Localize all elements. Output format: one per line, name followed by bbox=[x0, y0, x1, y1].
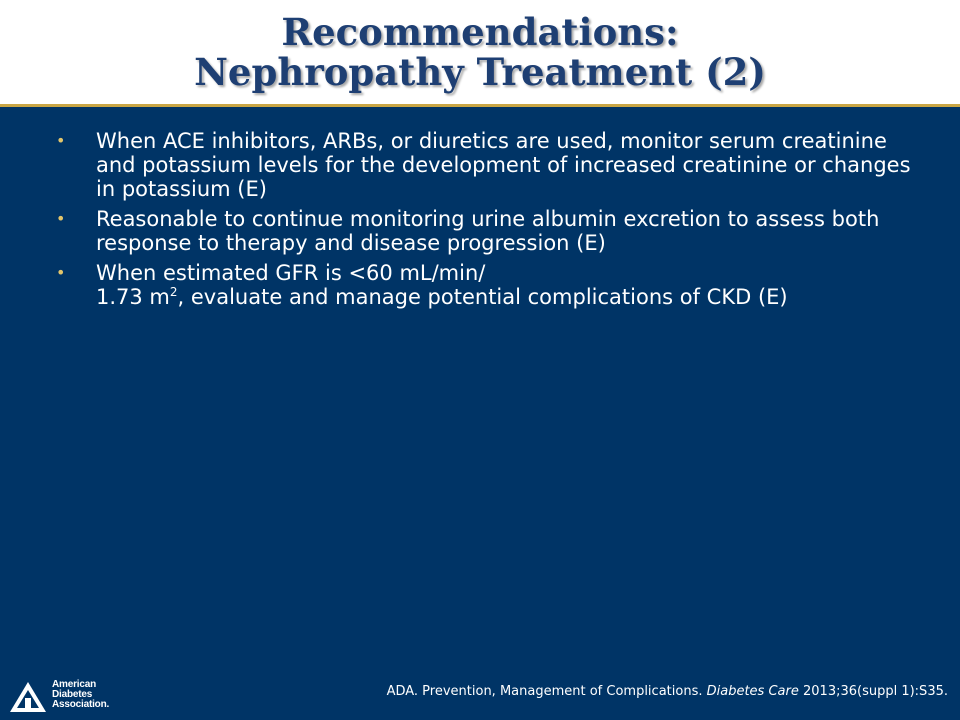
citation-journal: Diabetes Care bbox=[706, 684, 799, 699]
bullet-list bbox=[56, 129, 916, 315]
logo-line-3: Association. bbox=[52, 699, 110, 710]
bullet-text: When ACE inhibitors, ARBs, or diuretics are used, monitor serum creatinine and potassium levels for the development of increased creatinine or changes in potassium (E) bbox=[96, 129, 911, 201]
content-panel bbox=[0, 107, 960, 720]
citation-prefix: ADA. Prevention, Management of Complications. bbox=[386, 684, 703, 699]
ada-logo bbox=[8, 680, 128, 714]
logo-line-2: Diabetes bbox=[52, 689, 93, 700]
citation-suffix: 2013;36(suppl 1):S35. bbox=[803, 684, 948, 699]
title-area bbox=[0, 0, 960, 104]
citation bbox=[387, 684, 948, 700]
logo-line-1: American bbox=[52, 679, 96, 690]
bullet-item-gfr bbox=[56, 261, 916, 309]
bullet-item-ace-inhibitors bbox=[56, 129, 916, 201]
slide-title bbox=[0, 12, 960, 92]
bullet-text bbox=[96, 261, 788, 309]
gfr-text-part1: When estimated GFR is <60 mL/min/ bbox=[96, 261, 486, 285]
title-line-2: Nephropathy Treatment (2) bbox=[194, 50, 766, 94]
bullet-text: Reasonable to continue monitoring urine albumin excretion to assess both response to therapy and disease progression (E) bbox=[96, 207, 880, 255]
bullet-dot-icon: • bbox=[56, 209, 66, 228]
gfr-text-part2: 1.73 m bbox=[96, 285, 170, 309]
ada-triangle-icon bbox=[8, 680, 48, 714]
title-line-1: Recommendations: bbox=[281, 10, 679, 54]
bullet-dot-icon: • bbox=[56, 263, 66, 282]
superscript-two: 2 bbox=[169, 285, 178, 299]
bullet-item-albumin-monitoring bbox=[56, 207, 916, 255]
bullet-dot-icon: • bbox=[56, 131, 66, 150]
gfr-text-part3: , evaluate and manage potential complications of CKD (E) bbox=[177, 285, 788, 309]
ada-logo-text bbox=[52, 680, 109, 710]
